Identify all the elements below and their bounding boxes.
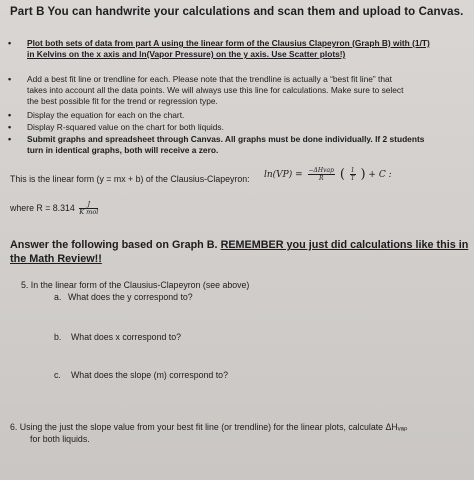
fraction-denominator: R <box>318 175 324 182</box>
requirement-line: Submit graphs and spreadsheet through Canvas. All graphs must be done individually. If 2 students <box>27 134 425 144</box>
requirement-line: takes into account all the data points. We will always use this line for calculations. Make sure to select <box>27 85 404 96</box>
bullet-icon: • <box>8 38 12 48</box>
requirement-text: Display R-squared value on the chart for both liquids. <box>27 122 224 132</box>
question-5c: What does the slope (m) correspond to? <box>71 370 228 380</box>
open-paren: ( <box>339 167 345 182</box>
question-6-line: for both liquids. <box>30 434 90 444</box>
question-5: 5. In the linear form of the Clausius-Clapeyron (see above) <box>21 280 250 290</box>
part-title: Part B You can handwrite your calculations and scan them and upload to Canvas. <box>10 6 464 18</box>
question-5b-marker: b. <box>54 332 62 342</box>
clausius-clapeyron-equation <box>264 167 392 182</box>
gas-constant-unit <box>79 201 98 216</box>
gas-constant-value: where R = 8.314 <box>10 202 75 213</box>
question-5a-marker: a. <box>54 292 62 302</box>
requirement-text <box>27 38 467 60</box>
equation-tail: + C : <box>368 170 392 180</box>
fraction-denominator: T <box>350 175 355 182</box>
question-5b: What does x correspond to? <box>71 332 182 342</box>
bullet-icon: • <box>8 134 12 144</box>
enthalpy-fraction <box>308 167 335 182</box>
gas-constant-line <box>10 201 100 216</box>
question-5c-marker: c. <box>54 370 61 380</box>
requirement-line: Plot both sets of data from part A using the linear form of the Clausius Clapeyron (Graph B) with (1/T) <box>27 38 430 48</box>
fraction-numerator: −ΔHvap <box>308 167 334 174</box>
fraction-numerator: 1 <box>350 167 355 174</box>
answer-heading <box>10 238 470 266</box>
close-paren: ) <box>360 167 366 182</box>
inverse-temperature-fraction <box>350 167 356 182</box>
question-6 <box>10 421 470 445</box>
requirement-text: Display the equation for each on the chart. <box>27 110 185 120</box>
bullet-icon: • <box>8 110 12 120</box>
requirement-line: turn in identical graphs, both will receive a zero. <box>27 145 219 156</box>
requirement-line: in Kelvins on the x axis and ln(Vapor Pressure) on the y axis. Use Scatter plots!) <box>27 49 346 60</box>
equation-lhs: ln(VP) = <box>264 170 303 180</box>
requirement-text <box>27 134 467 156</box>
question-6-line: 6. Using the just the slope value from your best fit line (or trendline) for the linear plots, calculate ΔHᵥₐₚ <box>10 422 408 432</box>
requirement-line: Add a best fit line or trendline for each. Please note that the trendline is actually a “best fit line” that <box>27 74 392 84</box>
equation-intro: This is the linear form (y = mx + b) of the Clausius-Clapeyron: <box>10 174 250 184</box>
bullet-icon: • <box>8 122 12 132</box>
question-5a: What does the y correspond to? <box>68 292 193 302</box>
unit-numerator: J <box>79 201 98 209</box>
answer-heading-remember: REMEMBER you just did calculations like this in the Math Review!! <box>10 239 469 265</box>
requirement-text <box>27 74 467 108</box>
answer-heading-lead: Answer the following based on Graph B. <box>10 239 218 251</box>
requirement-line: the best possible fit for the trend or regression type. <box>27 96 218 107</box>
unit-denominator: K mol <box>79 208 99 216</box>
bullet-icon: • <box>8 74 12 84</box>
